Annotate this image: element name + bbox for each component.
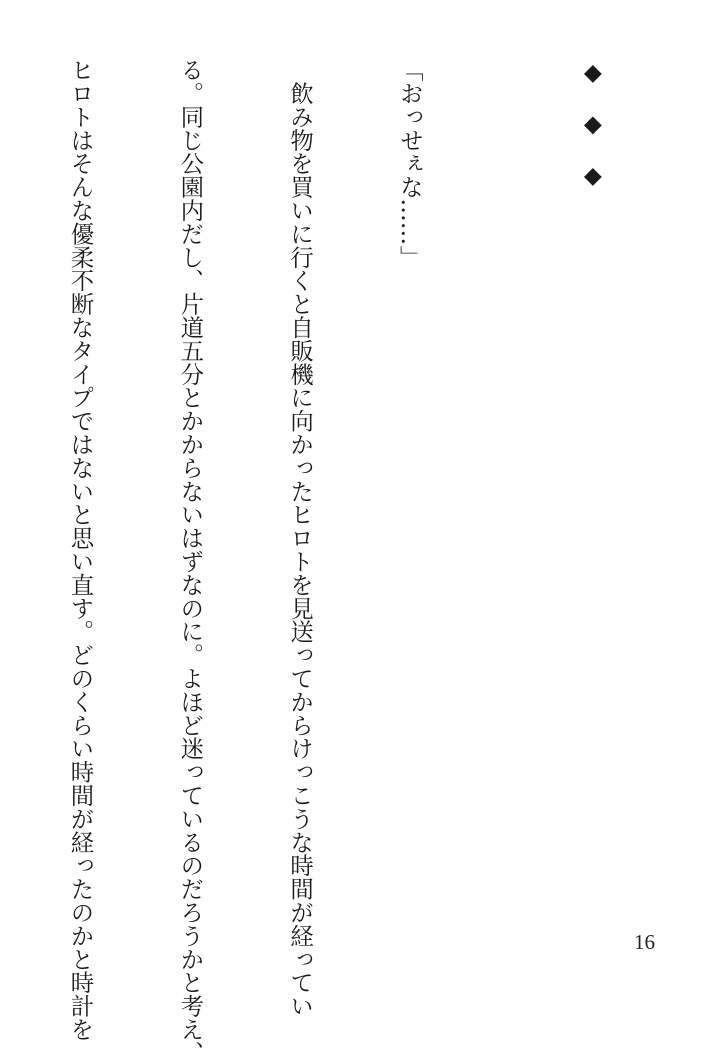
section-break: ◆ ◆ ◆	[578, 58, 607, 189]
page-number: 16	[634, 930, 655, 954]
text-line: ヒロトはそんな優柔不断なタイプではないと思い直す。どのくらい時間が経ったのかと時計を	[66, 58, 95, 1041]
text-line: る。同じ公園内だし、片道五分とかからないはずなのに。よほど迷っているのだろうかと考え、	[176, 58, 205, 1064]
text-line: 飲み物を買いに行くと自販機に向かったヒロトを見送ってからけっこうな時間が経ってい	[286, 58, 315, 1018]
text-line: 「おっせぇな……」	[395, 58, 424, 269]
